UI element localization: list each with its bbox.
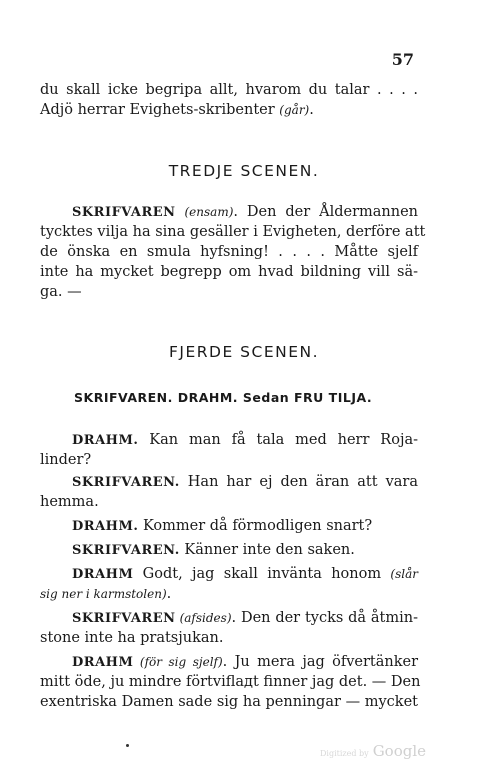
speaker-name: SKRIFVAREN [72, 611, 176, 626]
watermark-brand: Google [372, 742, 427, 760]
text-line [40, 516, 418, 537]
text-line: inte ha mycket begrepp om hvad bildning vill sä- [40, 264, 418, 280]
stage-direction: sig ner i karmstolen) [40, 587, 167, 601]
stage-direction: (afsides) [175, 611, 232, 625]
text-line [40, 584, 418, 604]
scene-heading: TREDJE SCENEN. [168, 162, 320, 180]
text-line: tycktes vilja ha sina gesäller i Evigheten, derföre att [40, 224, 426, 240]
speaker-name: SKRIFVAREN. [72, 475, 180, 490]
cast-list: SKRIFVAREN. DRAHM. Sedan FRU TILJA. [74, 390, 373, 405]
page-number: 57 [391, 50, 414, 69]
text-line [40, 540, 418, 561]
speaker-name: SKRIFVAREN. [72, 543, 180, 558]
speaker-name: DRAHM. [72, 519, 139, 534]
text-line: linder? [40, 452, 92, 468]
text-segment: . Ju mera jag öfvertänker [222, 654, 419, 670]
text-line [40, 472, 418, 493]
text-line [40, 202, 418, 223]
text-line: ga. — [40, 284, 82, 300]
google-watermark [320, 742, 426, 760]
text-segment: . [166, 586, 172, 602]
text-segment: Kan man få tala med herr Roja- [138, 432, 418, 448]
text-line: hemma. [40, 494, 99, 510]
speaker-name: DRAHM. [72, 433, 139, 448]
text-line [40, 564, 418, 585]
speaker-name: DRAHM [72, 567, 134, 582]
speaker-name: DRAHM [72, 655, 134, 670]
text-segment: Adjö herrar Evighets-skribenter [40, 102, 280, 118]
text-segment: Kommer då förmodligen snart? [138, 518, 373, 534]
watermark-prefix: Digitized by [320, 749, 369, 758]
text-segment: . Den der Åldermannen [233, 204, 419, 220]
text-segment: . Den der tycks då åtmin- [231, 610, 418, 626]
speaker-name: SKRIFVAREN [72, 205, 176, 220]
text-line [40, 80, 418, 100]
scene-heading: FJERDE SCENEN. [168, 343, 320, 361]
stage-direction: (slår [390, 567, 418, 581]
stage-direction: (för sig sjelf) [133, 655, 223, 669]
ink-speck [126, 744, 129, 747]
text-line: stone inte ha pratsjukan. [40, 630, 224, 646]
text-line: mitt öde, ju mindre förtviflадt finner jag det. — Den [40, 674, 421, 690]
text-segment: Godt, jag skall invänta honom [133, 566, 391, 582]
text-segment: Känner inte den saken. [179, 542, 355, 558]
stage-direction: (ensam) [184, 205, 234, 219]
text-line: exentriska Damen sade sig ha penningar — mycket [40, 694, 418, 710]
text-segment: Han har ej den äran att vara [179, 474, 418, 490]
stage-direction: (går) [279, 103, 310, 117]
text-line: de önska en smula hyfsning! . . . . Måtte sjelf [40, 244, 418, 260]
text-line [40, 100, 418, 120]
text-line [40, 652, 418, 673]
text-segment: du skall icke begripa allt, hvarom du talar . . . . [40, 82, 418, 98]
text-segment: . [309, 102, 314, 118]
text-line [40, 430, 418, 451]
text-line [40, 608, 418, 629]
